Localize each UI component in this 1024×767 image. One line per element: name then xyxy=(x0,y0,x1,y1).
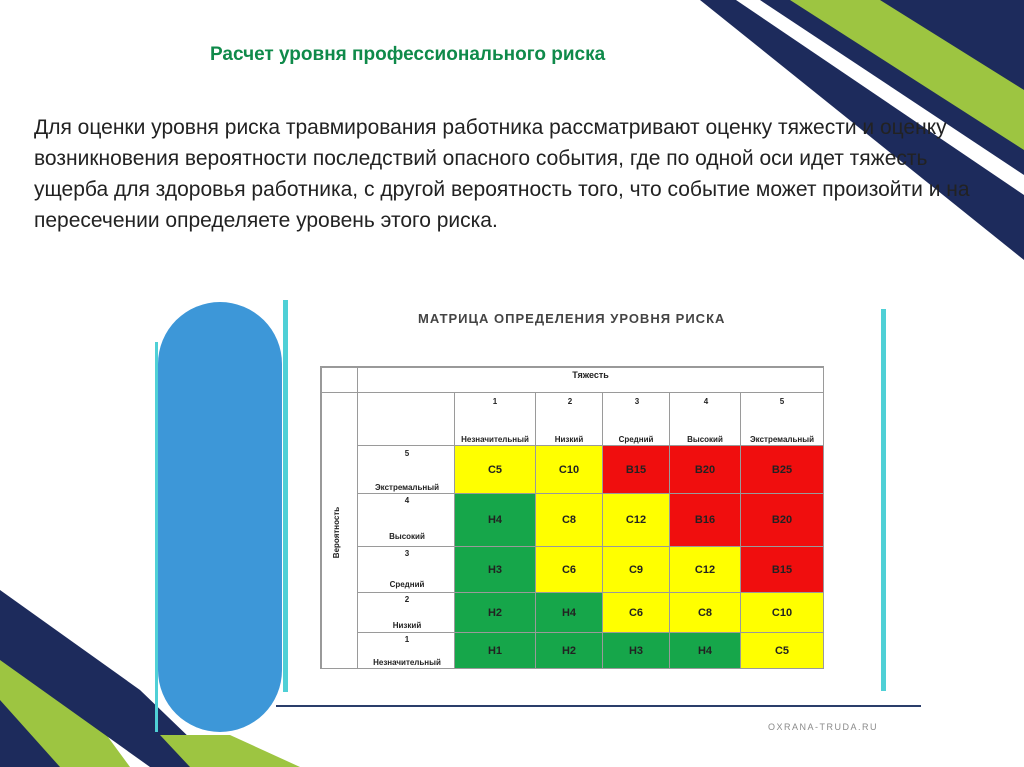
col-header-1 xyxy=(454,392,536,446)
risk-cell: H1 xyxy=(454,632,536,669)
row-header-1 xyxy=(357,632,455,669)
row-name: Экстремальный xyxy=(374,483,440,492)
severity-header xyxy=(357,367,824,393)
col-header-4 xyxy=(669,392,741,446)
matrix-subcorner xyxy=(357,392,455,446)
risk-matrix xyxy=(320,366,824,669)
risk-cell: B16 xyxy=(669,493,741,547)
col-header-3 xyxy=(602,392,670,446)
risk-cell: C8 xyxy=(535,493,603,547)
col-num: 4 xyxy=(703,397,709,406)
row-name: Низкий xyxy=(392,621,422,630)
row-num: 2 xyxy=(404,595,410,604)
col-name: Низкий xyxy=(554,435,584,444)
risk-cell: H2 xyxy=(454,592,536,633)
col-num: 2 xyxy=(567,397,573,406)
risk-cell: B15 xyxy=(602,445,670,494)
decorative-bar-left xyxy=(283,300,288,692)
risk-cell: H4 xyxy=(669,632,741,669)
col-name: Высокий xyxy=(687,435,723,444)
decorative-bar-right xyxy=(881,309,886,691)
source-label: OXRANA-TRUDA.RU xyxy=(768,722,879,732)
col-num: 5 xyxy=(779,397,785,406)
row-header-2 xyxy=(357,592,455,633)
risk-cell: C9 xyxy=(602,546,670,593)
col-num: 1 xyxy=(492,397,498,406)
risk-cell: B20 xyxy=(669,445,741,494)
matrix-corner xyxy=(321,367,358,393)
risk-cell: H3 xyxy=(454,546,536,593)
risk-cell: H3 xyxy=(602,632,670,669)
risk-cell: C6 xyxy=(602,592,670,633)
row-name: Средний xyxy=(389,580,425,589)
col-header-2 xyxy=(535,392,603,446)
row-num: 5 xyxy=(404,449,410,458)
row-header-4 xyxy=(357,493,455,547)
risk-cell: C5 xyxy=(740,632,824,669)
row-header-3 xyxy=(357,546,455,593)
probability-label: Вероятность xyxy=(332,506,342,559)
row-name: Высокий xyxy=(389,532,425,541)
risk-cell: B25 xyxy=(740,445,824,494)
risk-cell: C12 xyxy=(669,546,741,593)
matrix-heading: МАТРИЦА ОПРЕДЕЛЕНИЯ УРОВНЯ РИСКА xyxy=(418,311,726,326)
col-name: Экстремальный xyxy=(749,435,815,444)
risk-cell: C6 xyxy=(535,546,603,593)
slide-body-text: Для оценки уровня риска травмирования работника рассматривают оценку тяжести и оценку возникновения вероятности последствий опасного события, где по одной оси идет тяжесть ущерба для здоровья работника, с другой вероятность того, что событие может произойти и на пересечении определяете уровень этого риска. xyxy=(34,116,970,232)
risk-cell: C12 xyxy=(602,493,670,547)
severity-label: Тяжесть xyxy=(572,370,609,380)
decorative-bar-thin xyxy=(155,342,158,732)
risk-cell: C10 xyxy=(535,445,603,494)
risk-cell: H2 xyxy=(535,632,603,669)
decorative-pill xyxy=(158,302,282,732)
slide-title: Расчет уровня профессионального риска xyxy=(210,44,606,65)
probability-axis xyxy=(322,400,352,665)
col-name: Незначительный xyxy=(461,435,529,444)
risk-cell: B15 xyxy=(740,546,824,593)
risk-cell: C8 xyxy=(669,592,741,633)
row-header-5 xyxy=(357,445,455,494)
row-num: 3 xyxy=(404,549,410,558)
risk-cell: C5 xyxy=(454,445,536,494)
figure-divider xyxy=(276,705,921,707)
row-name: Незначительный xyxy=(373,658,441,667)
risk-cell: H4 xyxy=(535,592,603,633)
row-num: 1 xyxy=(404,635,410,644)
col-num: 3 xyxy=(634,397,640,406)
risk-cell: C10 xyxy=(740,592,824,633)
col-name: Средний xyxy=(618,435,654,444)
row-num: 4 xyxy=(404,496,410,505)
col-header-5 xyxy=(740,392,824,446)
risk-cell: H4 xyxy=(454,493,536,547)
risk-cell: B20 xyxy=(740,493,824,547)
